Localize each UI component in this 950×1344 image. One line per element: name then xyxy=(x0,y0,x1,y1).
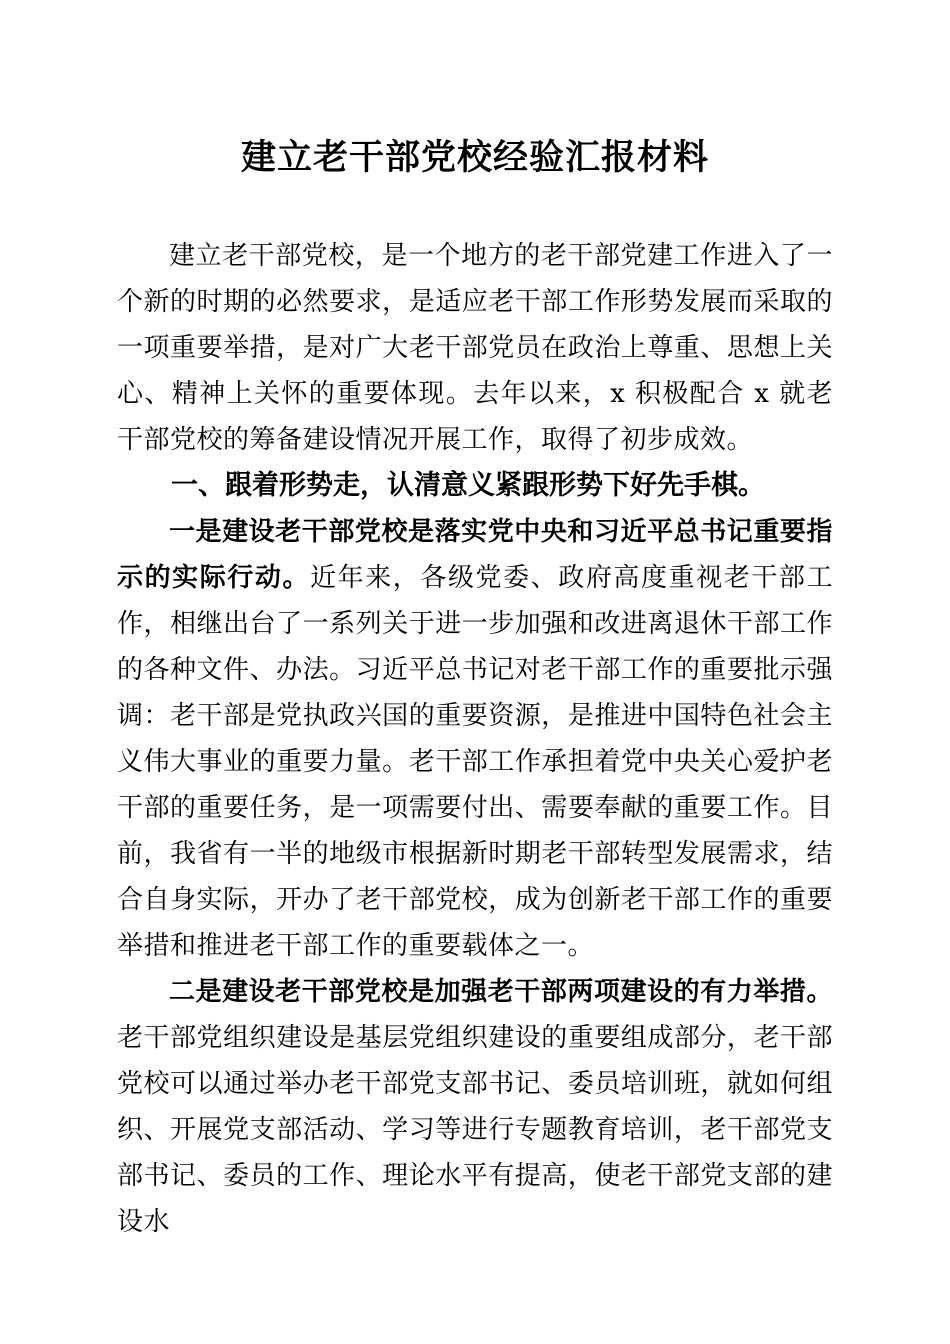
text-run: 近年来，各级党委、政府高度重视老干部工作，相继出台了一系列关于进一步加强和改进离退休干部工作的各种文件、办法。习近平总书记对老干部工作的重要批示强调：老干部是党执政兴国的重要资源，是推进中国特色社会主义伟大事业的重要力量。老干部工作承担着党中央关心爱护老干部的重要任务，是一项需要付出、需要奉献的重要工作。目前，我省有一半的地级市根据新时期老干部转型发展需求，结合自身实际，开办了老干部党校，成为创新老干部工作的重要举措和推进老干部工作的重要载体之一。 xyxy=(117,563,833,961)
body-paragraph xyxy=(117,233,833,463)
text-run: 一、跟着形势走，认清意义紧跟形势下好先手棋。 xyxy=(171,470,765,501)
document-title: 建立老干部党校经验汇报材料 xyxy=(240,137,709,178)
text-run: 二是建设老干部党校是加强老干部两项建设的有力举措。 xyxy=(169,977,833,1007)
text-run: 一是建设老干部党校是落实党中央和习近平总书记重要指示的实际行动。 xyxy=(117,517,833,593)
text-run: 建立老干部党校，是一个地方的老干部党建工作进入了一个新的时期的必然要求，是适应老干部工作形势发展而采取的一项重要举措，是对广大老干部党员在政治上尊重、思想上关心、精神上关怀的重要体现。去年以来，x 积极配合 x 就老干部党校的筹备建设情况开展工作，取得了初步成效。 xyxy=(117,241,833,455)
body-paragraph xyxy=(117,509,833,969)
document-content xyxy=(0,134,950,1245)
section-heading xyxy=(117,463,833,509)
text-run: 老干部党组织建设是基层党组织建设的重要组成部分，老干部党校可以通过举办老干部党支部书记、委员培训班，就如何组织、开展党支部活动、学习等进行专题教育培训，老干部党支部书记、委员的工作、理论水平有提高，使老干部党支部的建设水 xyxy=(117,1023,833,1237)
paragraph-list xyxy=(117,233,833,1245)
body-paragraph xyxy=(117,969,833,1245)
